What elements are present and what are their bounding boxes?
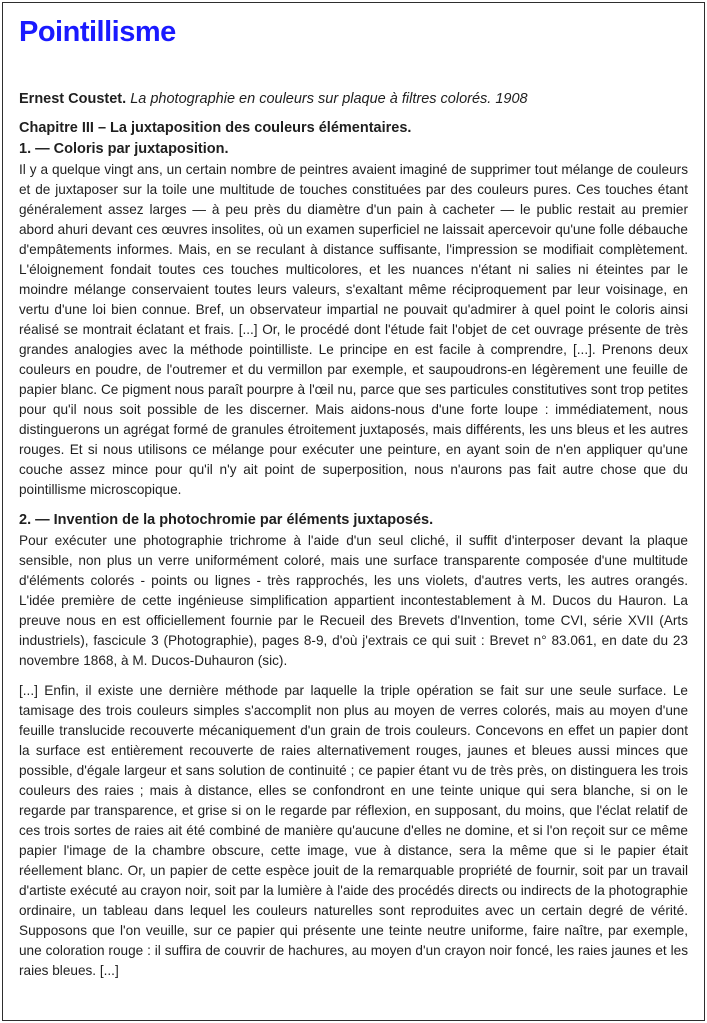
byline-work-title: La photographie en couleurs sur plaque à filtres colorés. 1908 (130, 91, 528, 107)
section-2-paragraph-1: Pour exécuter une photographie trichrome à l'aide d'un seul cliché, il suffit d'interposer devant la plaque sensible, non plus un verre uniformément coloré, mais une surface transparente composée d'une multitude d'éléments colorés - points ou lignes - très rapprochés, les uns violets, d'autres verts, les autres orangés. L'idée première de cette ingénieuse simplification appartient incontestablement à M. Ducos du Hauron. La preuve nous en est officiellement fournie par le Recueil des Brevets d'Invention, tome CVI, série XVII (Arts industriels), fascicule 3 (Photographie), pages 8-9, d'où j'extrais ce qui suit : Brevet n° 83.061, en date du 23 novembre 1868, à M. Ducos-Duhauron (sic). (19, 533, 688, 668)
byline (19, 89, 688, 110)
section-1-heading: 1. — Coloris par juxtaposition. (19, 141, 229, 157)
document-page (2, 2, 705, 1021)
section-1-paragraph: Il y a quelque vingt ans, un certain nombre de peintres avaient imaginé de supprimer tout mélange de couleurs et de juxtaposer sur la toile une multitude de touches constituées par des couleurs pures. Ces touches étant généralement assez larges — à peu près du diamètre d'un pain à cacheter — le public restait au premier abord ahuri devant ces œuvres insolites, où un examen superficiel ne laissait apercevoir qu'une folle débauche d'empâtements informes. Mais, en se reculant à distance suffisante, l'impression se modifiait complètement. L'éloignement fondait toutes ces touches multicolores, et les nuances n'étant ni salies ni éteintes par le moindre mélange conservaient toutes leurs valeurs, s'exaltant même réciproquement par leur voisinage, en vertu d'une loi bien connue. Bref, un observateur impartial ne pouvait qu'admirer à quel point le coloris ainsi réalisé se montrait éclatant et frais. [...] Or, le procédé dont l'étude fait l'objet de cet ouvrage présente de très grandes analogies avec la méthode pointilliste. Le principe en est facile à comprendre, [...]. Prenons deux couleurs en poudre, de l'outremer et du vermillon par exemple, et saupoudrons-en légèrement une feuille de papier blanc. Ce pigment nous paraît pourpre à l'œil nu, parce que ses particules constitutives sont trop petites pour qu'il nous soit possible de les discerner. Mais aidons-nous d'une forte loupe : immédiatement, nous distinguerons un agrégat formé de granules étroitement juxtaposés, mais différents, les uns bleus et les autres rouges. Et si nous utilisons ce mélange pour exécuter une peinture, en ayant soin de n'en appliquer qu'une couche assez mince pour qu'il n'y ait point de superposition, nous n'aurons pas fait autre chose que du pointillisme microscopique. (19, 162, 688, 497)
page-title: Pointillisme (19, 16, 176, 48)
chapter-heading: Chapitre III – La juxtaposition des couleurs élémentaires. (19, 120, 412, 136)
byline-author: Ernest Coustet. (19, 91, 127, 107)
section-2-paragraph-2: [...] Enfin, il existe une dernière méthode par laquelle la triple opération se fait sur une seule surface. Le tamisage des trois couleurs simples s'accomplit non plus au moyen de verres colorés, mais au moyen d'une feuille translucide recouverte mécaniquement d'un grain de trois couleurs. Concevons en effet un papier dont la surface est entièrement recouverte de raies alternativement rouges, jaunes et bleues aussi minces que possible, d'égale largeur et sans solution de continuité ; ce papier étant vu de très près, on distinguera les trois couleurs des raies ; mais à distance, elles se confondront en une teinte unique qui sera blanche, si on le regarde par transparence, et grise si on le regarde par réflexion, en supposant, du moins, que l'éclat relatif de ces trois sortes de raies ait été combiné de manière qu'aucune d'elles ne domine, et si l'on reçoit sur ce même papier l'image de la chambre obscure, cette image, vue à distance, sera la même que si le papier était réellement blanc. Or, un papier de cette espèce jouit de la remarquable propriété de fournir, soit par un travail d'artiste exécuté au crayon noir, soit par la lumière à l'aide des procédés directs ou indirects de la photographie ordinaire, un tableau dans lequel les couleurs naturelles sont reproduites avec un certain degré de vérité. Supposons que l'on veuille, sur ce papier qui présente une teinte neutre uniforme, faire naître, par exemple, une coloration rouge : il suffira de couvrir de hachures, au moyen d'un crayon noir foncé, les raies jaunes et les raies bleues. [...] (19, 683, 688, 978)
section-2-heading: 2. — Invention de la photochromie par éléments juxtaposés. (19, 512, 434, 528)
